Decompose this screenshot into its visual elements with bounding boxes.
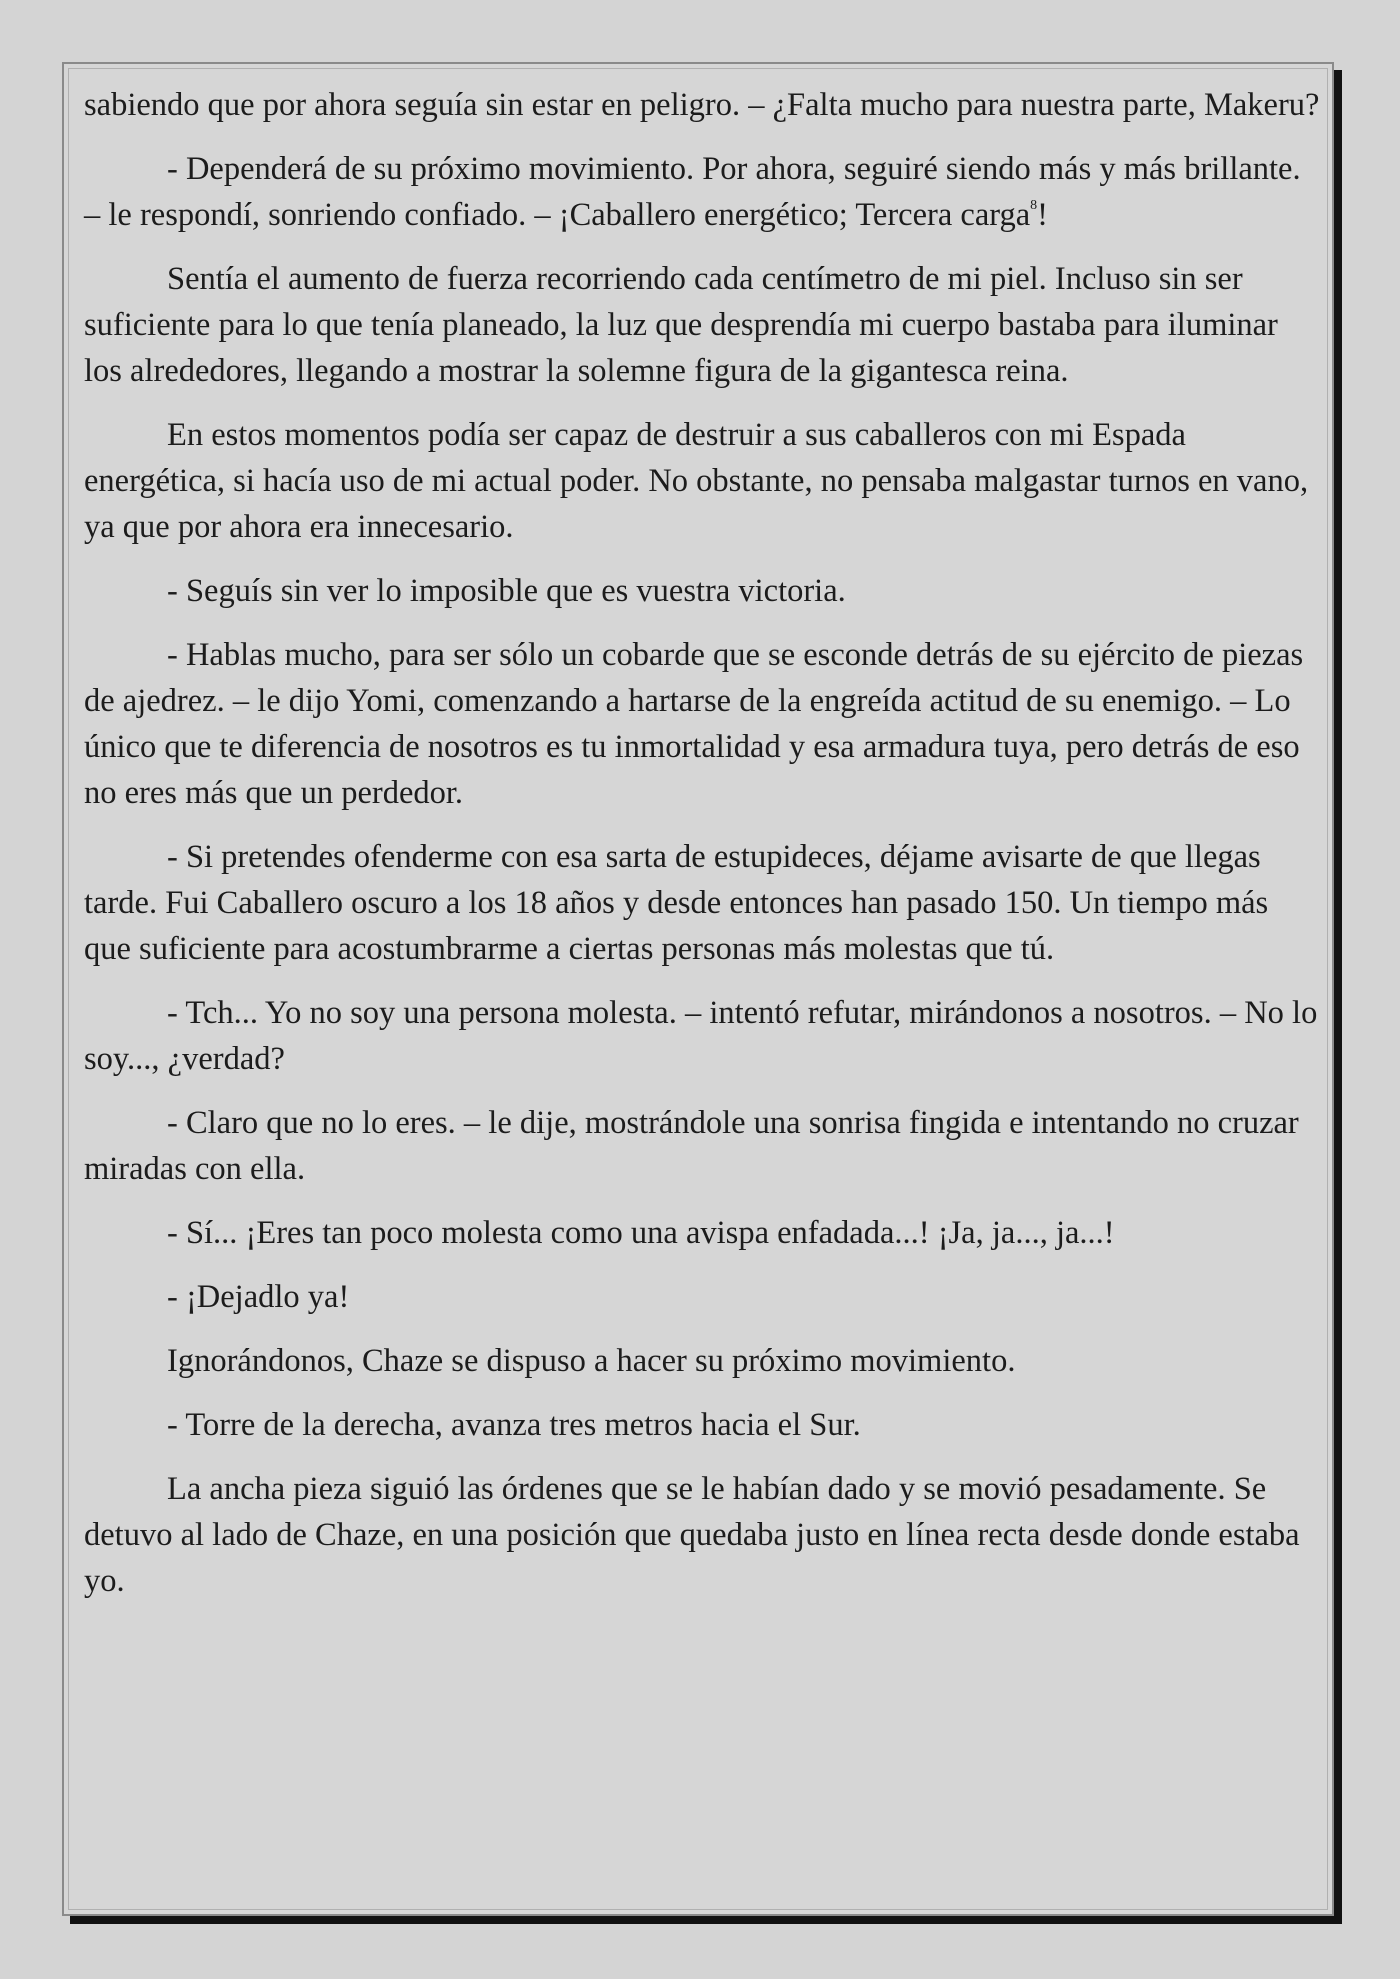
paragraph-9: - Claro que no lo eres. – le dije, mostrándole una sonrisa fingida e intentando no cruzar miradas con ella. [84, 1105, 1299, 1187]
paragraph-4: En estos momentos podía ser capaz de destruir a sus caballeros con mi Espada energética, si hacía uso de mi actual poder. No obstante, no pensaba malgastar turnos en vano, ya que por ahora era innecesario. [84, 417, 1309, 545]
paragraph-8: - Tch... Yo no soy una persona molesta. – intentó refutar, mirándonos a nosotros. – No lo soy..., ¿verdad? [84, 995, 1318, 1077]
paragraph-7: - Si pretendes ofenderme con esa sarta de estupideces, déjame avisarte de que llegas tarde. Fui Caballero oscuro a los 18 años y desde entonces han pasado 150. Un tiempo más que suficiente para acostumbrarme a ciertas personas más molestas que tú. [84, 839, 1269, 967]
paragraph-14: La ancha pieza siguió las órdenes que se le habían dado y se movió pesadamente. Se detuvo al lado de Chaze, en una posición que quedaba justo en línea recta desde donde estaba yo. [84, 1471, 1300, 1599]
paragraph-2-text: - Dependerá de su próximo movimiento. Por ahora, seguiré siendo más y más brillante. – le respondí, sonriendo confiado. – ¡Caballero energético; Tercera carga [84, 151, 1301, 233]
document-body [84, 82, 1320, 1622]
paragraph-6: - Hablas mucho, para ser sólo un cobarde que se esconde detrás de su ejército de piezas de ajedrez. – le dijo Yomi, comenzando a hartarse de la engreída actitud de su enemigo. – Lo único que te diferencia de nosotros es tu inmortalidad y esa armadura tuya, pero detrás de eso no eres más que un perdedor. [84, 637, 1304, 811]
paragraph-2 [84, 146, 1320, 238]
paragraph-1: sabiendo que por ahora seguía sin estar en peligro. – ¿Falta mucho para nuestra parte, Makeru? [84, 87, 1320, 123]
paragraph-3: Sentía el aumento de fuerza recorriendo cada centímetro de mi piel. Incluso sin ser suficiente para lo que tenía planeado, la luz que desprendía mi cuerpo bastaba para iluminar los alrededores, llegando a mostrar la solemne figura de la gigantesca reina. [84, 261, 1278, 389]
footnote-marker: 8 [1030, 198, 1038, 213]
paragraph-5: - Seguís sin ver lo imposible que es vuestra victoria. [167, 573, 846, 609]
paragraph-2-end: ! [1037, 197, 1048, 233]
paragraph-12: Ignorándonos, Chaze se dispuso a hacer su próximo movimiento. [167, 1343, 1016, 1379]
paragraph-11: - ¡Dejadlo ya! [167, 1279, 350, 1315]
paragraph-13: - Torre de la derecha, avanza tres metros hacia el Sur. [167, 1407, 861, 1443]
paragraph-10: - Sí... ¡Eres tan poco molesta como una avispa enfadada...! ¡Ja, ja..., ja...! [167, 1215, 1115, 1251]
